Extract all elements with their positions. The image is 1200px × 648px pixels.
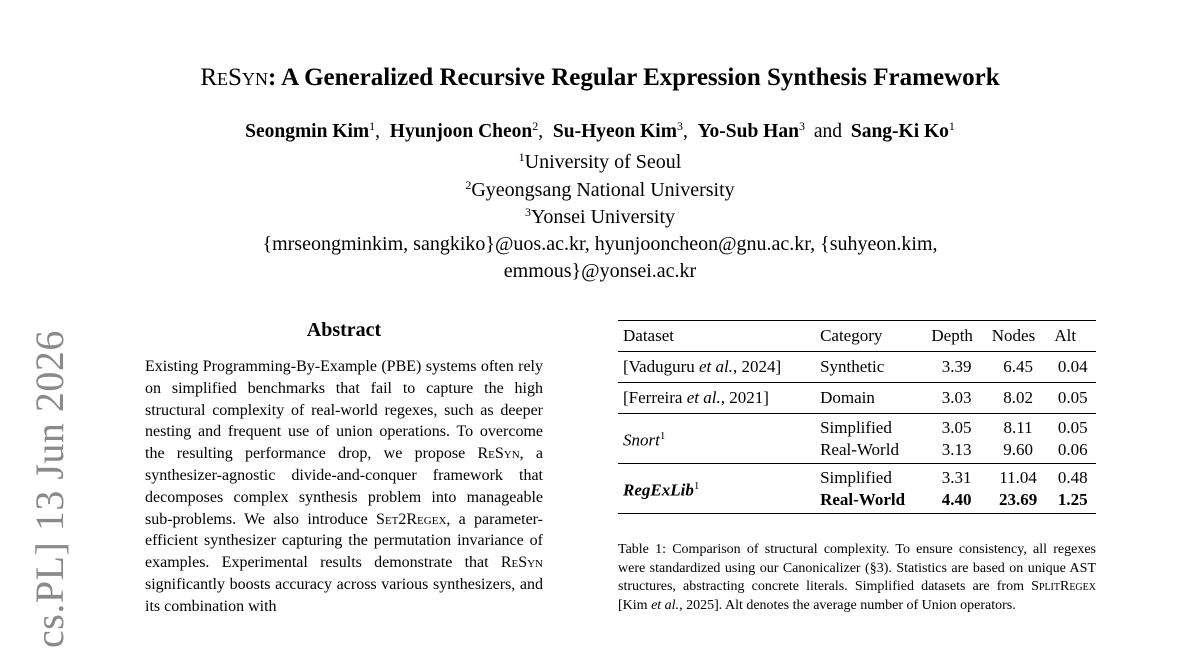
author-affiliation-mark: 3	[798, 119, 805, 133]
table-row	[618, 383, 1096, 414]
nodes-cell: 11.04 23.69	[998, 467, 1038, 509]
table-header-row	[618, 321, 1096, 352]
author-affiliation-mark: 1	[948, 119, 955, 133]
author-name: Sang-Ki Ko	[850, 121, 949, 142]
nodes-cell: 8.11 9.60	[1003, 417, 1033, 459]
author-emails-line: {mrseongminkim, sangkiko}@uos.ac.kr, hyunjooncheon@gnu.ac.kr, {suhyeon.kim,	[262, 233, 938, 255]
abstract-heading: Abstract	[306, 319, 382, 341]
depth-cell: 3.39	[941, 357, 972, 376]
system-name: SplitRegex	[1031, 579, 1096, 594]
author-conjunction: and	[813, 121, 842, 142]
depth-cell: 3.31 4.40	[941, 467, 972, 509]
category-cell: Simplified Real-World	[820, 417, 899, 459]
table-caption: Table 1: Comparison of structural complexity. To ensure consistency, all regexes were standardized using our Canonicalizer (§3). Statistics are based on unique AST structures, abstracting concrete literals. Simplified datasets are from SplitRegex [Kim et al., 2025]. Alt denotes the average number of Union operators.	[618, 542, 1096, 613]
table-row	[618, 464, 1096, 514]
author-affiliation-mark: 2	[532, 119, 539, 133]
nodes-cell: 8.02	[1003, 388, 1033, 407]
author-list: Seongmin Kim$^1$, Hyunjoon Cheon$^2$, Su-Hyeon Kim$^3$, Yo-Sub Han$^3$ and Sang-Ki Ko$^1$	[245, 119, 955, 142]
affiliation-name: Yonsei University	[530, 206, 676, 228]
alt-cell: 0.05	[1057, 388, 1088, 407]
affiliation-mark: 3	[524, 205, 531, 219]
abstract-segment: Existing Programming-By-Example (PBE) systems often rely on simplified benchmarks that fail to capture the high structural complexity of real-world regexes, such as deeper nesting and frequent use of union operations. To overcome the resulting performance drop, we propose	[145, 358, 543, 463]
category-cell: Simplified Real-World	[820, 467, 906, 509]
dataset-cell: Snort$^1$	[623, 430, 666, 450]
author-affiliation-mark: 1	[369, 119, 376, 133]
system-name: ReSyn	[477, 445, 520, 463]
alt-cell: 0.04	[1057, 357, 1088, 376]
author-name: Seongmin Kim	[245, 121, 370, 142]
col-header-dataset: Dataset	[623, 326, 674, 345]
depth-cell: 3.05 3.13	[941, 417, 972, 459]
category-cell: Domain	[820, 388, 875, 407]
author-affiliation-mark: 3	[676, 119, 683, 133]
col-header-category: Category	[820, 326, 883, 345]
dataset-cell: [Vaduguru et al., 2024]	[623, 357, 782, 376]
abstract-text	[145, 356, 543, 648]
affiliation-line	[0, 205, 1200, 229]
author-emails-line: emmous}@yonsei.ac.kr	[503, 260, 697, 282]
affiliation-name: University of Seoul	[524, 151, 682, 173]
system-name: Set2Regex	[376, 510, 447, 528]
abstract-segment: , a parameter-efficient synthesizer capturing the permutation invariance of examples. Experimental results demonstrate that	[145, 510, 543, 572]
affiliation-line	[0, 150, 1200, 174]
dataset-cell: [Ferreira et al., 2021]	[623, 388, 769, 407]
title-system-name: ReSyn	[200, 64, 268, 91]
affiliation-name: Gyeongsang National University	[471, 179, 735, 201]
table-row	[618, 352, 1096, 383]
author-name: Hyunjoon Cheon	[389, 121, 533, 142]
complexity-table	[618, 320, 1096, 514]
alt-cell: 0.48 1.25	[1057, 467, 1088, 509]
col-header-depth: Depth	[931, 326, 973, 345]
nodes-cell: 6.45	[1003, 357, 1033, 376]
abstract-segment: significantly boosts accuracy across various synthesizers, and its combination with	[145, 575, 543, 615]
arxiv-sidebar-stamp: cs.PL] 13 Jun 2026	[27, 330, 72, 648]
col-header-nodes: Nodes	[991, 326, 1036, 345]
author-name: Yo-Sub Han	[697, 121, 799, 142]
title-rest: : A Generalized Recursive Regular Expression Synthesis Framework	[267, 64, 1000, 91]
alt-cell: 0.05 0.06	[1057, 417, 1088, 459]
paper-title	[0, 64, 1200, 92]
affiliation-mark: 1	[518, 150, 525, 164]
affiliation-line	[0, 178, 1200, 202]
affiliation-mark: 2	[465, 178, 472, 192]
author-name: Su-Hyeon Kim	[552, 121, 677, 142]
category-cell: Synthetic	[820, 357, 885, 376]
system-name: ReSyn	[500, 554, 543, 572]
depth-cell: 3.03	[941, 388, 972, 407]
col-header-alt: Alt	[1054, 326, 1077, 345]
abstract-segment: , a synthesizer-agnostic divide-and-conquer framework that decomposes complex synthesis problem into manageable sub-problems. We also introduce	[145, 445, 543, 528]
dataset-cell: RegExLib$^1$	[623, 480, 700, 500]
table-row	[618, 414, 1096, 464]
